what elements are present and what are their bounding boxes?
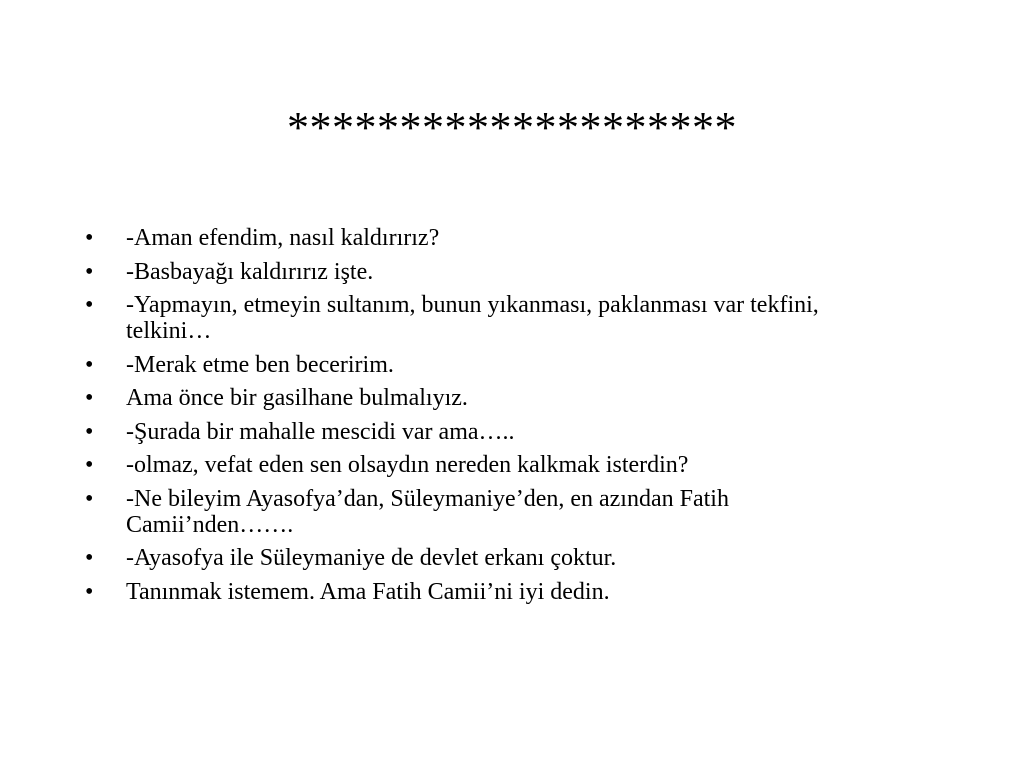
list-item-text: -Ayasofya ile Süleymaniye de devlet erkanı çoktur.	[126, 545, 617, 571]
list-item	[85, 259, 885, 285]
list-item-text: -Ne bileyim Ayasofya’dan, Süleymaniye’den, en azından Fatih Camii’nden…….	[126, 485, 729, 538]
bullet-icon: •	[85, 545, 94, 571]
list-item-text: -Aman efendim, nasıl kaldırırız?	[126, 225, 440, 251]
slide-title: ********************	[287, 103, 737, 152]
bullet-icon: •	[85, 351, 94, 378]
list-item	[85, 352, 885, 378]
bullet-icon: •	[85, 292, 94, 318]
bullet-icon: •	[85, 485, 94, 512]
list-item-text: Tanınmak istemem. Ama Fatih Camii’ni iyi dedin.	[126, 578, 610, 605]
list-item-text: -Basbayağı kaldırırız işte.	[126, 258, 374, 285]
bullet-icon: •	[85, 578, 94, 605]
list-item	[85, 579, 885, 605]
bullet-icon: •	[85, 225, 94, 251]
list-item	[85, 292, 885, 344]
bullet-icon: •	[85, 385, 94, 411]
list-item-text: -Merak etme ben beceririm.	[126, 351, 394, 378]
bullet-icon: •	[85, 258, 94, 285]
list-item	[85, 545, 885, 571]
list-item-text: -Yapmayın, etmeyin sultanım, bunun yıkanması, paklanması var tekfini, telkini…	[126, 292, 819, 344]
list-item	[85, 452, 885, 478]
list-item-text: Ama önce bir gasilhane bulmalıyız.	[126, 385, 468, 411]
bullet-list	[85, 225, 885, 612]
bullet-icon: •	[85, 452, 94, 478]
list-item-text: -olmaz, vefat eden sen olsaydın nereden kalkmak isterdin?	[126, 452, 689, 478]
list-item	[85, 486, 885, 538]
list-item-text: -Şurada bir mahalle mescidi var ama…..	[126, 418, 515, 445]
bullet-icon: •	[85, 418, 94, 445]
list-item	[85, 385, 885, 411]
list-item	[85, 225, 885, 251]
list-item	[85, 419, 885, 445]
